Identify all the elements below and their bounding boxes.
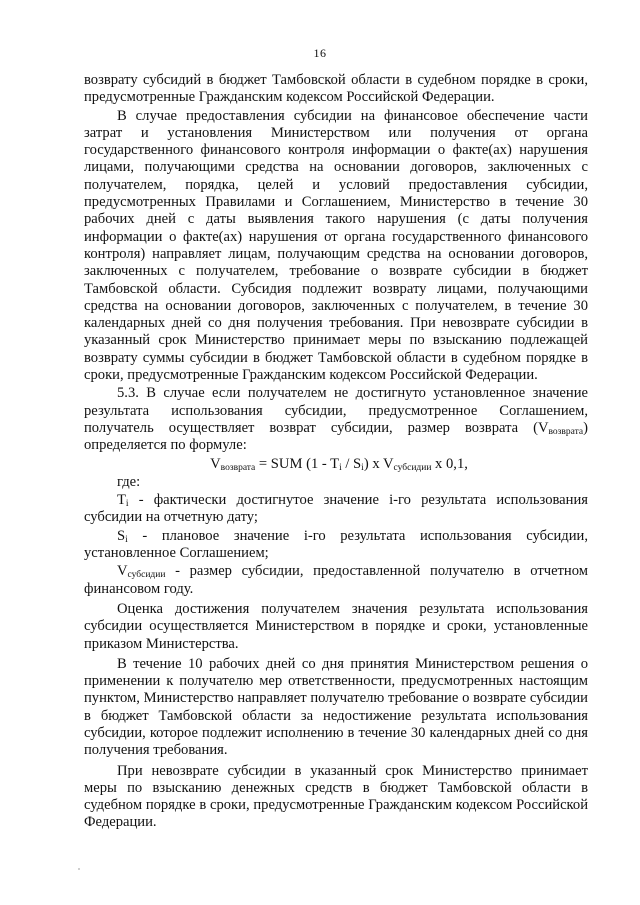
definition-s [84, 528, 588, 563]
formula-slash: / S [341, 455, 362, 472]
paragraph-5-3 [84, 385, 588, 454]
formula-s-index: i [361, 462, 364, 473]
definition-t-sub: i [125, 499, 129, 510]
paragraph-financial-support: В случае предоставления субсидии на финансовое обеспечение части затрат и установления Министерством или получения от органа государственного финансового контроля информации о факте(ах) нарушения лицами, получающими средства на основании договоров, заключенных с получателем, порядка, целей и условий предоставления субсидии, предусмотренных Правилами и Соглашением, Министерство в течение 30 рабочих дней с даты выявления такого нарушения (с даты получения информации о факте(ах) нарушения от органа государственного финансового контроля) направляет лицам, получающим средства на основании договоров, заключенных с получателем, требование о возврате субсидии в бюджет Тамбовской области. Субсидия подлежит возврату лицами, получающими средства на основании договоров, заключенных с получателем, в течение 30 календарных дней со дня получения требования. При невозврате субсидии в указанный срок Министерство принимает меры по взысканию подлежащей возврату суммы субсидии в бюджет Тамбовской области в судебном порядке в сроки, предусмотренные Гражданским кодексом Российской Федерации. [84, 107, 588, 384]
paragraph-assessment: Оценка достижения получателем значения результата использования субсидии осуществляется Министерством в порядке и сроки, установленные приказом Министерства. [84, 600, 588, 652]
document-body [84, 72, 588, 833]
definition-v-sub: субсидии [127, 570, 166, 581]
scan-artifact [78, 868, 80, 870]
page-number: 16 [313, 46, 327, 60]
definition-v-symbol: V [117, 563, 128, 580]
definition-v [84, 563, 588, 598]
definition-t [84, 492, 588, 527]
formula-tail: x 0,1, [431, 455, 468, 472]
paragraph-10-days: В течение 10 рабочих дней со дня принятия Министерством решения о применении к получателю мер ответственности, предусмотренных настоящим пунктом, Министерство направляет получателю требование о возврате субсидии в бюджет Тамбовской области за недостижение результата использования субсидии, которое подлежит исполнению в течение 30 календарных дней со дня получения требования. [84, 655, 588, 759]
formula [84, 456, 588, 473]
formula-close: ) x V [363, 455, 394, 472]
formula-v1: V [210, 455, 221, 472]
where-label: где: [117, 473, 141, 490]
formula-t-index: i [339, 462, 342, 473]
formula-v2-sub: субсидии [393, 462, 432, 473]
definition-s-sub: i [125, 534, 128, 545]
definition-s-text: - плановое значение i-го результата использования субсидии, установленное Соглашением; [84, 527, 588, 562]
formula-sum: = SUM (1 - T [255, 455, 340, 472]
definition-t-symbol: T [117, 492, 126, 509]
paragraph-continuation: возврату субсидий в бюджет Тамбовской области в судебном порядке в сроки, предусмотренные Гражданским кодексом Российской Федерации. [84, 72, 588, 106]
paragraph-non-return: При невозврате субсидии в указанный срок Министерство принимает меры по взысканию денежных средств в бюджет Тамбовской области в судебном порядке в сроки, предусмотренные Гражданским кодексом Российской Федерации. [84, 762, 588, 831]
definition-v-text: - размер субсидии, предоставленной получателю в отчетном финансовом году. [84, 563, 588, 597]
definition-s-symbol: S [117, 527, 126, 544]
subscript-vozvrata: возврата [548, 426, 584, 437]
definition-t-text: - фактически достигнутое значение i-го результата использования субсидии на отчетную дату; [84, 492, 588, 526]
formula-v1-sub: возврата [220, 462, 256, 473]
paragraph-5-3-text: 5.3. В случае если получателем не достигнуто установленное значение результата использования субсидии, предусмотренное Соглашением, получатель осуществляет возврат субсидии, размер возврата (V [84, 385, 588, 436]
paragraph-5-3-tail: ) определяется по формуле: [84, 419, 588, 454]
